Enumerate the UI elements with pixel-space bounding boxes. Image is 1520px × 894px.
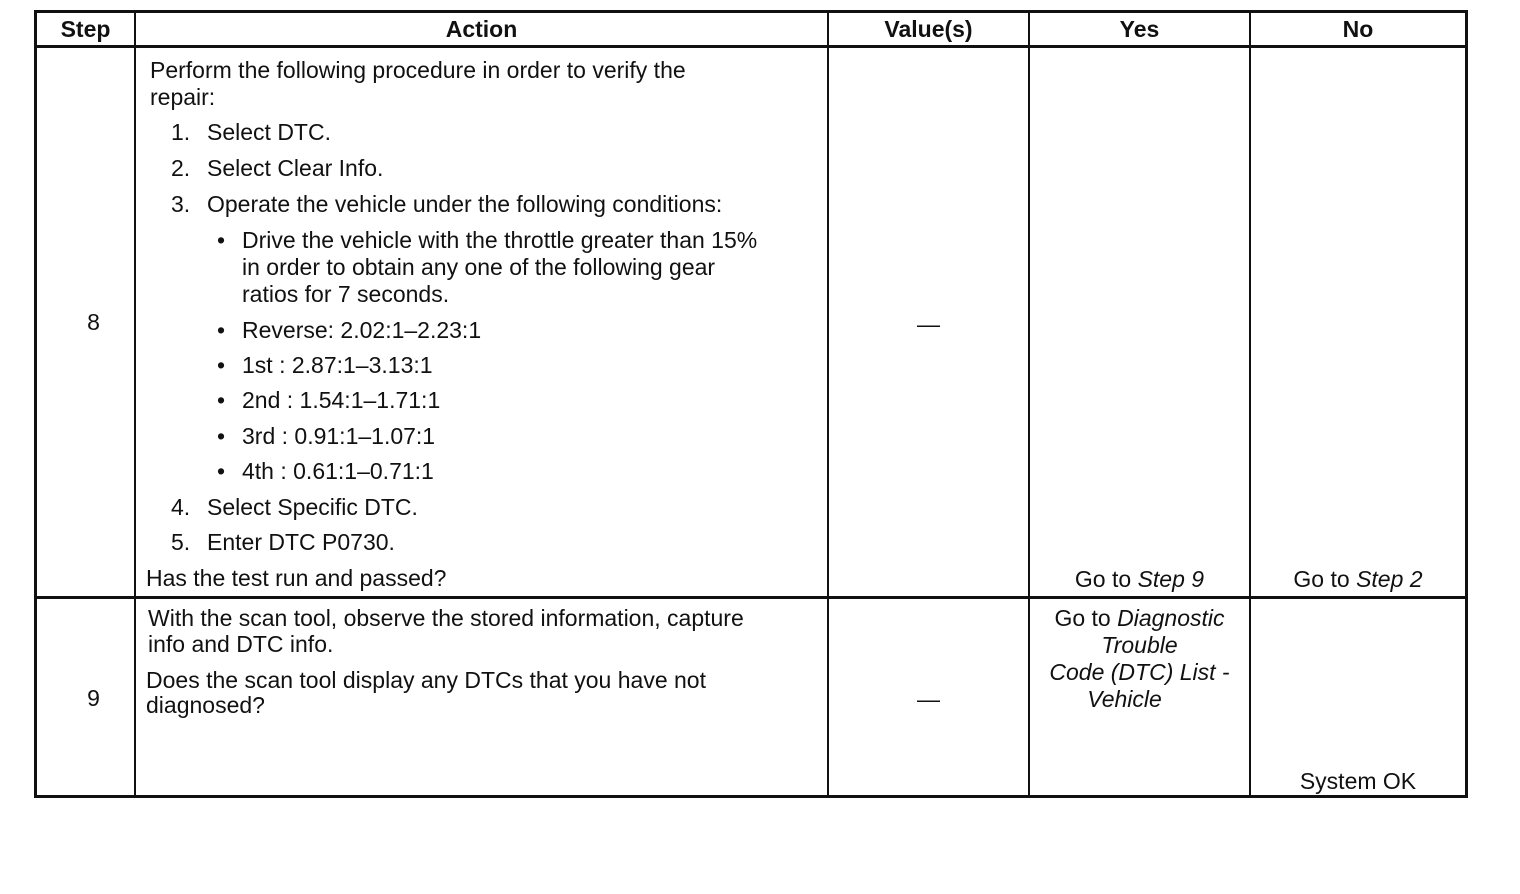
step-number: 9 xyxy=(87,685,100,711)
bullet-icon: • xyxy=(217,317,226,343)
step-text: Enter DTC P0730. xyxy=(207,529,395,555)
step-num: 4. xyxy=(171,494,191,520)
step-text: Select Clear Info. xyxy=(207,155,384,181)
no-action[interactable] xyxy=(1251,566,1465,593)
step-text: Operate the vehicle under the following conditions: xyxy=(207,191,723,217)
bullet-text: Reverse: 2.02:1–2.23:1 xyxy=(242,317,482,343)
header-action: Action xyxy=(445,16,518,42)
question-text: Has the test run and passed? xyxy=(146,565,447,591)
header-divider xyxy=(37,45,1465,48)
bullet-icon: • xyxy=(217,458,226,484)
yes-prefix: Go to xyxy=(1054,605,1118,631)
yes-link[interactable]: Step 9 xyxy=(1137,566,1205,592)
col-divider xyxy=(1249,13,1251,795)
value-dash: — xyxy=(917,311,940,337)
diagnostic-table xyxy=(34,10,1468,798)
intro-line: repair: xyxy=(150,84,216,110)
bullet-text: ratios for 7 seconds. xyxy=(242,281,450,307)
step-num: 5. xyxy=(171,529,191,555)
bullet-text: 1st : 2.87:1–3.13:1 xyxy=(242,352,433,378)
header-yes: Yes xyxy=(1119,16,1160,42)
step-number: 8 xyxy=(87,309,100,335)
bullet-icon: • xyxy=(217,387,226,413)
intro-line: Perform the following procedure in order to verify the xyxy=(150,57,686,83)
row-divider xyxy=(37,596,1465,599)
no-link[interactable]: Step 2 xyxy=(1356,566,1423,592)
bullet-icon: • xyxy=(217,352,226,378)
step-num: 2. xyxy=(171,155,191,181)
yes-prefix: Go to xyxy=(1074,566,1138,592)
yes-action[interactable] xyxy=(1030,605,1249,713)
yes-link[interactable]: Trouble xyxy=(1101,632,1178,658)
question-text: diagnosed? xyxy=(146,692,265,718)
value-dash: — xyxy=(917,686,940,712)
no-prefix: Go to xyxy=(1293,566,1357,592)
bullet-icon: • xyxy=(217,227,226,253)
intro-line: With the scan tool, observe the stored information, capture xyxy=(148,605,744,631)
col-divider xyxy=(134,13,136,795)
bullet-text: Drive the vehicle with the throttle greater than 15% xyxy=(242,227,758,253)
col-divider xyxy=(827,13,829,795)
bullet-text: 4th : 0.61:1–0.71:1 xyxy=(242,458,434,484)
bullet-text: 2nd : 1.54:1–1.71:1 xyxy=(242,387,441,413)
question-text: Does the scan tool display any DTCs that you have not xyxy=(146,667,706,693)
bullet-text: 3rd : 0.91:1–1.07:1 xyxy=(242,423,436,449)
step-num: 3. xyxy=(171,191,191,217)
header-values: Value(s) xyxy=(884,16,973,42)
yes-link[interactable]: Code (DTC) List - xyxy=(1049,659,1230,685)
step-text: Select DTC. xyxy=(207,119,331,145)
bullet-text: in order to obtain any one of the following gear xyxy=(242,254,716,280)
yes-action[interactable] xyxy=(1030,566,1249,593)
step-num: 1. xyxy=(171,119,191,145)
header-no: No xyxy=(1342,16,1374,42)
step-text: Select Specific DTC. xyxy=(207,494,418,520)
yes-link[interactable]: Diagnostic xyxy=(1117,605,1225,631)
bullet-icon: • xyxy=(217,423,226,449)
intro-line: info and DTC info. xyxy=(148,631,334,657)
no-action: System OK xyxy=(1299,768,1417,794)
header-step: Step xyxy=(60,16,111,42)
yes-link[interactable]: Vehicle xyxy=(1087,686,1162,712)
